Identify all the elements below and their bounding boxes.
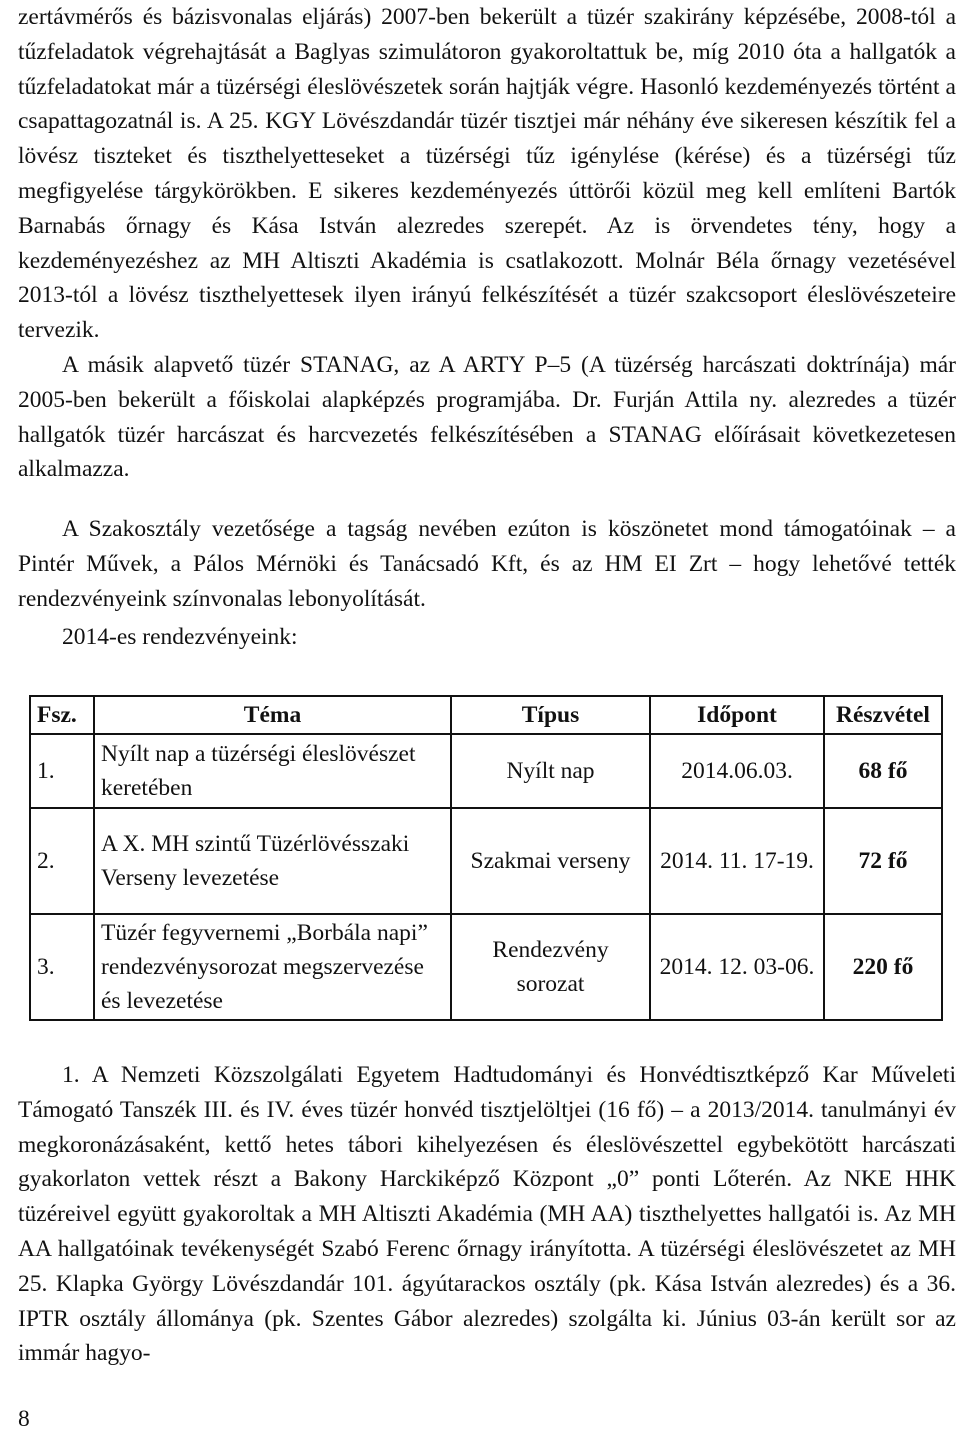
page-number: 8 bbox=[18, 1406, 30, 1432]
row-no: 2. bbox=[30, 808, 94, 914]
paragraph-stanag-training: zertávmérős és bázisvonalas eljárás) 2007-ben bekerült a tüzér szakirány képzésébe, 2008-tól a tűzfeladatok végrehajtását a Baglyas szimulátoron gyakoroltattuk be, míg 2010 óta a hallgatók a tűzfeladatokat már a tüzérségi éleslövészetek során hajtják végre. Hasonló kezdeményezés történt a csapattagozatnál is. A 25. KGY Lövészdandár tüzér tisztjei már néhány éve sikeresen készítik fel a lövész tiszteket és tiszthelyetteseket a tüzérségi tűz igénylése (kérése) és a tüzérségi tűz megfigyelése tárgykörökben. E sikeres kezdeményezés úttörői közül meg kell említeni Bartók Barnabás őrnagy és Kása István alezredes szerepét. Az is örvendetes tény, hogy a kezdeményezéshez az MH Altiszti Akadémia is csatlakozott. Molnár Béla őrnagy vezetésével 2013-tól a lövész tiszthelyettesek ilyen irányú felkészítését a tüzér szakcsoport éleslövészeteire tervezik. bbox=[18, 4, 956, 344]
row-date: 2014. 12. 03-06. bbox=[650, 914, 824, 1020]
header-date: Időpont bbox=[650, 696, 824, 734]
paragraph-sponsors bbox=[18, 512, 956, 616]
header-topic: Téma bbox=[94, 696, 451, 734]
row-topic: Tüzér fegyvernemi „Borbála napi” rendezvénysorozat megszervezése és levezetése bbox=[94, 914, 451, 1020]
table-header-row bbox=[30, 696, 942, 734]
row-date: 2014. 11. 17-19. bbox=[650, 808, 824, 914]
table-row bbox=[30, 914, 942, 1020]
paragraph-arty-p5-text: A másik alapvető tüzér STANAG, az A ARTY P‒5 (A tüzérség harcászati doktrínája) már 2005-ben bekerült a főiskolai alapképzés programjába. Dr. Furján Attila ny. alezredes a tüzér hallgatók tüzér harcászat és harcvezetés felkészítésében a STANAG előírásait következetesen alkalmazza. bbox=[18, 352, 956, 483]
header-no: Fsz. bbox=[30, 696, 94, 734]
row-no: 3. bbox=[30, 914, 94, 1020]
table-row bbox=[30, 808, 942, 914]
events-table bbox=[29, 695, 943, 1021]
row-attendance: 220 fő bbox=[824, 914, 942, 1020]
paragraph-sponsors-text: A Szakosztály vezetősége a tagság nevében ezúton is köszönetet mond támogatóinak ‒ a Pintér Művek, a Pálos Mérnöki és Tanácsadó Kft, és az HM EI Zrt ‒ hogy lehetővé tették rendezvényeink színvonalas lebonyolítását. bbox=[18, 516, 956, 612]
row-attendance: 68 fő bbox=[824, 734, 942, 808]
header-attendance: Részvétel bbox=[824, 696, 942, 734]
row-attendance: 72 fő bbox=[824, 808, 942, 914]
table-row bbox=[30, 734, 942, 808]
header-type: Típus bbox=[451, 696, 650, 734]
row-topic: A X. MH szintű Tüzérlövésszaki Verseny levezetése bbox=[94, 808, 451, 914]
row-type: Szakmai verseny bbox=[451, 808, 650, 914]
paragraph-arty-p5 bbox=[18, 348, 956, 487]
row-no: 1. bbox=[30, 734, 94, 808]
row-type: Rendezvény sorozat bbox=[451, 914, 650, 1020]
row-topic: Nyílt nap a tüzérségi éleslövészet keretében bbox=[94, 734, 451, 808]
paragraph-field-exercise: 1. A Nemzeti Közszolgálati Egyetem Hadtudományi és Honvédtisztképző Kar Műveleti Támogató Tanszék III. és IV. éves tüzér honvéd tisztjelöltjei (16 fő) ‒ a 2013/2014. tanulmányi év megkoronázásaként, kettő hetes tábori kihelyezésen és éleslövészettel egybekötött harcászati gyakorlaton vettek részt a Bakony Harckiképző Központ „0” ponti Lőterén. Az NKE HHK tüzéreivel együtt gyakoroltak a MH Altiszti Akadémia (MH AA) tiszthelyettes hallgatói is. Az MH AA hallgatóinak tevékenységét Szabó Ferenc őrnagy irányította. A tüzérségi éleslövészetet az MH 25. Klapka György Lövészdandár 101. ágyútarackos osztály (pk. Kása István alezredes) és a 36. IPTR osztály állománya (pk. Szentes Gábor alezredes) szolgálta ki. Június 03-án került sor az immár hagyo- bbox=[18, 1062, 956, 1367]
events-heading: 2014-es rendezvényeink: bbox=[62, 624, 298, 650]
row-type: Nyílt nap bbox=[451, 734, 650, 808]
row-date: 2014.06.03. bbox=[650, 734, 824, 808]
